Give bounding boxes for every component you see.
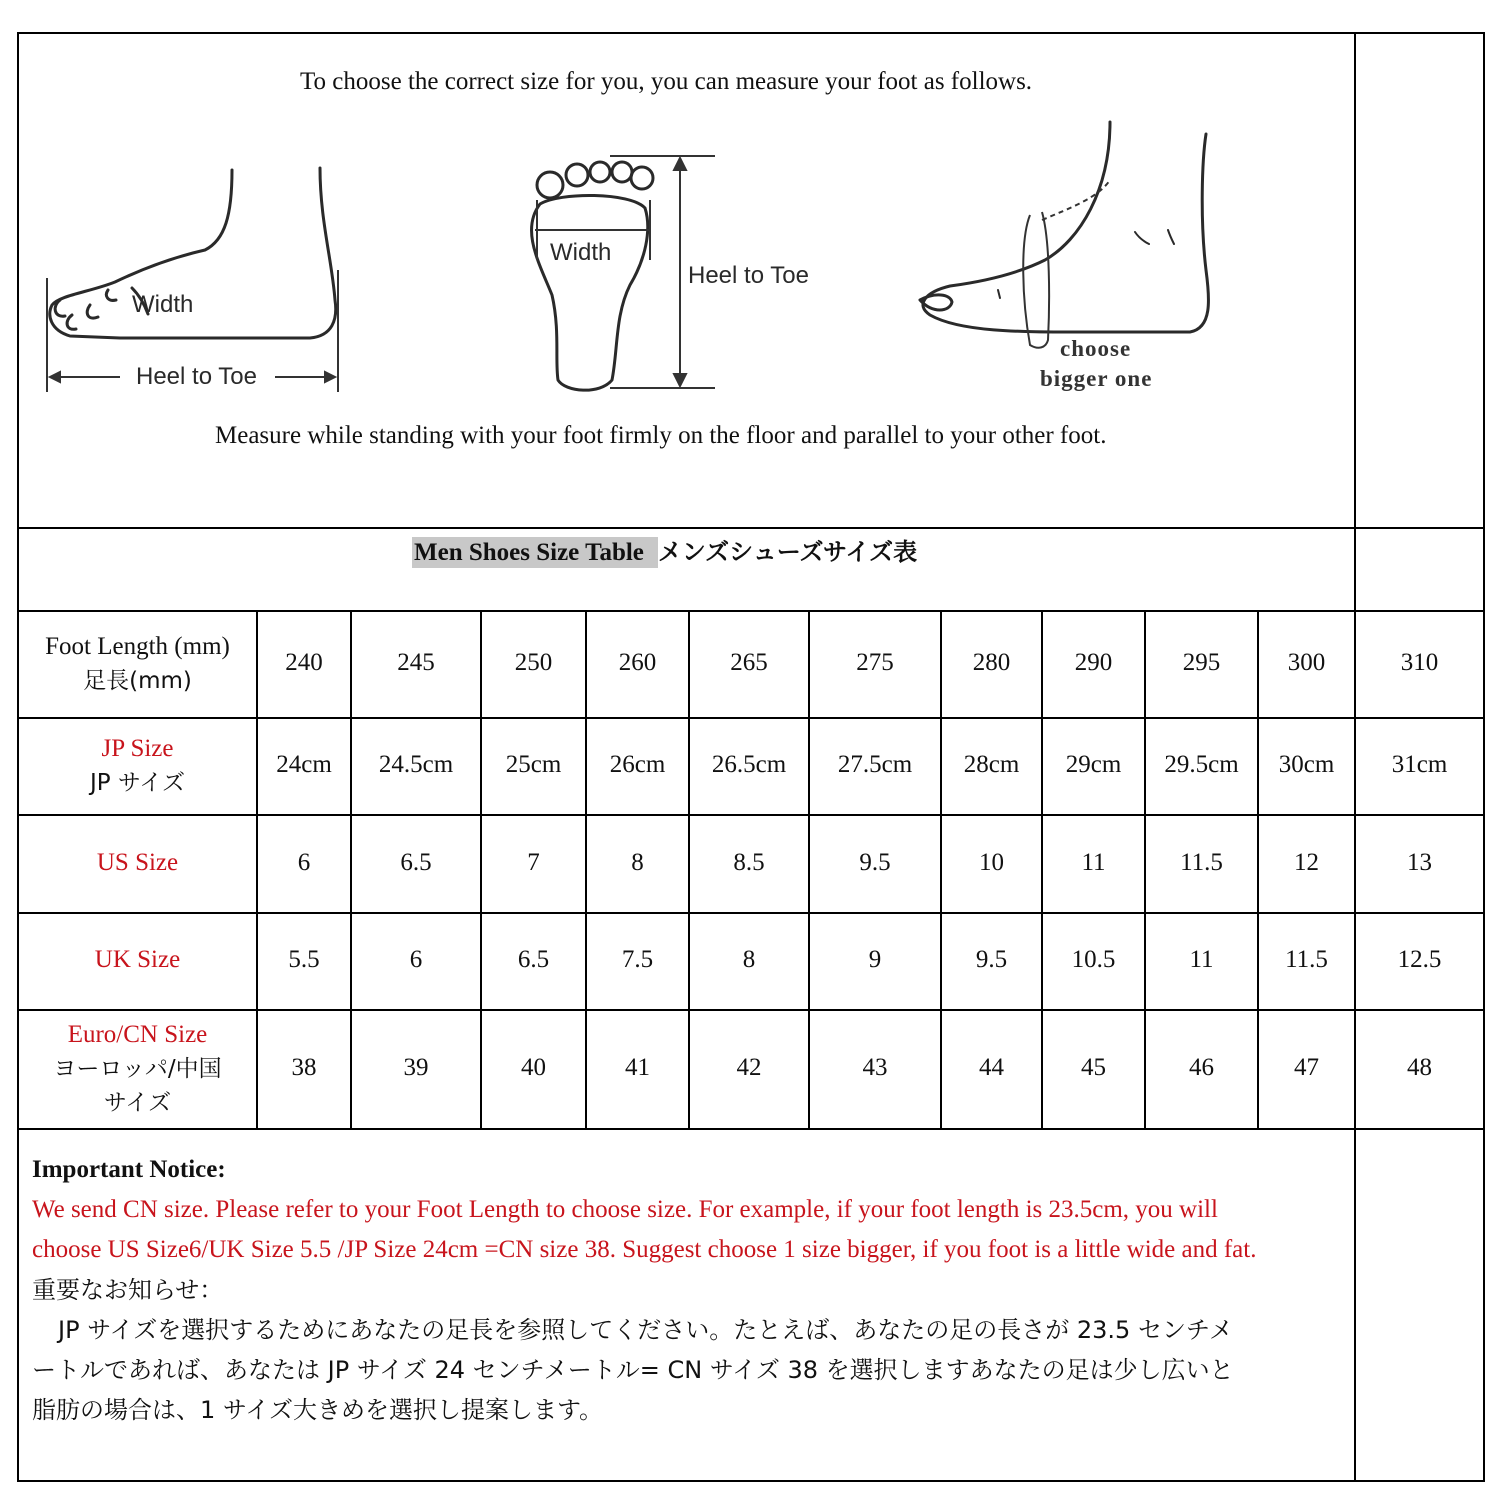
frame-top bbox=[17, 32, 1485, 34]
size-cell: 275 bbox=[856, 649, 894, 677]
size-cell: 11.5 bbox=[1180, 848, 1223, 876]
divider-diagram bbox=[17, 527, 1485, 529]
important-notice bbox=[32, 1150, 1352, 1430]
size-cell: 265 bbox=[730, 649, 768, 677]
bigger-one-label: bigger one bbox=[1040, 366, 1153, 391]
sole-foot-icon bbox=[532, 156, 809, 390]
frame-bottom bbox=[17, 1480, 1485, 1482]
size-cell: 46 bbox=[1189, 1054, 1214, 1082]
size-cell: 295 bbox=[1182, 649, 1221, 677]
measure-note: Measure while standing with your foot firmly on the floor and parallel to your other foot. bbox=[215, 422, 1107, 449]
mid-width-label: Width bbox=[550, 239, 612, 266]
size-cell: 11 bbox=[1189, 946, 1214, 974]
row-header-line: US Size bbox=[96, 848, 179, 876]
row-header-line: ヨーロッパ/中国 bbox=[53, 1056, 222, 1083]
row-header-line: Foot Length (mm) bbox=[45, 632, 230, 660]
size-cell: 9.5 bbox=[975, 946, 1008, 974]
size-cell: 8 bbox=[631, 848, 644, 876]
side-foot-icon bbox=[47, 168, 338, 392]
size-cell: 12.5 bbox=[1397, 946, 1442, 974]
size-cell: 28cm bbox=[963, 751, 1020, 779]
size-cell: 29cm bbox=[1065, 751, 1122, 779]
intro-text: To choose the correct size for you, you can measure your foot as follows. bbox=[300, 68, 1033, 95]
row-header bbox=[19, 912, 256, 1009]
row-header-line: サイズ bbox=[103, 1089, 172, 1116]
size-cell: 9.5 bbox=[859, 848, 891, 876]
size-cell: 45 bbox=[1081, 1054, 1106, 1082]
row-header bbox=[19, 610, 256, 717]
notice-jp-line-3: 脂肪の場合は、1 サイズ大きめを選択し提案します。 bbox=[32, 1396, 604, 1424]
row-header-line: Euro/CN Size bbox=[67, 1021, 208, 1049]
size-cell: 7.5 bbox=[621, 946, 654, 974]
table-title-jp: メンズシューズサイズ表 bbox=[657, 538, 918, 566]
table-title-en: Men Shoes Size Table bbox=[412, 537, 658, 568]
size-cell: 31cm bbox=[1391, 751, 1448, 779]
notice-en-line-1: We send CN size. Please refer to your Foot Length to choose size. For example, if your foot length is 23.5cm, you will bbox=[32, 1196, 1218, 1223]
size-cell: 11 bbox=[1081, 848, 1106, 876]
left-width-label: Width bbox=[132, 291, 194, 318]
size-cell: 13 bbox=[1407, 848, 1432, 876]
size-cell: 290 bbox=[1074, 649, 1113, 677]
size-cell: 48 bbox=[1407, 1054, 1432, 1082]
size-cell: 245 bbox=[397, 649, 435, 677]
notice-jp-line-2: ートルであれば、あなたは JP サイズ 24 センチメートル= CN サイズ 38 を選択しますあなたの足は少し広いと bbox=[32, 1356, 1234, 1384]
size-cell: 41 bbox=[625, 1054, 650, 1082]
size-cell: 24cm bbox=[276, 751, 332, 779]
size-cell: 250 bbox=[514, 649, 553, 677]
size-cell: 11.5 bbox=[1285, 946, 1328, 974]
mid-heel-to-toe-label: Heel to Toe bbox=[688, 262, 809, 289]
size-cell: 5.5 bbox=[288, 946, 320, 974]
row-header-line: JP サイズ bbox=[89, 769, 186, 796]
size-cell: 10 bbox=[979, 848, 1004, 876]
notice-en-line-2: choose US Size6/UK Size 5.5 /JP Size 24cm =CN size 38. Suggest choose 1 size bigger, if you foot is a little wide and fat. bbox=[32, 1236, 1257, 1263]
size-cell: 300 bbox=[1287, 649, 1326, 677]
row-header bbox=[19, 814, 256, 912]
row-header-line: JP Size bbox=[101, 734, 174, 762]
size-cell: 6 bbox=[409, 946, 423, 974]
notice-jp-line-1: JP サイズを選択するためにあなたの足長を参照してください。たとえば、あなたの足の長さが 23.5 センチメ bbox=[58, 1316, 1233, 1344]
left-heel-to-toe-label: Heel to Toe bbox=[136, 363, 257, 390]
size-cell: 9 bbox=[868, 946, 882, 974]
size-cell: 12 bbox=[1294, 848, 1319, 876]
size-cell: 8 bbox=[742, 946, 756, 974]
side-column-divider-bottom bbox=[1354, 1128, 1356, 1482]
size-cell: 310 bbox=[1400, 649, 1439, 677]
size-cell: 26cm bbox=[609, 751, 666, 779]
size-cell: 260 bbox=[618, 649, 657, 677]
size-cell: 6.5 bbox=[400, 848, 432, 876]
size-cell: 40 bbox=[521, 1054, 546, 1082]
size-cell: 240 bbox=[285, 649, 323, 677]
instep-foot-icon bbox=[920, 122, 1209, 391]
size-cell: 30cm bbox=[1278, 751, 1335, 779]
row-header bbox=[19, 1009, 256, 1128]
size-cell: 6.5 bbox=[517, 946, 550, 974]
size-cell: 42 bbox=[736, 1054, 762, 1082]
size-cell: 43 bbox=[862, 1054, 888, 1082]
size-cell: 6 bbox=[297, 848, 311, 876]
size-cell: 8.5 bbox=[733, 848, 765, 876]
row-header bbox=[19, 717, 256, 814]
size-cell: 39 bbox=[403, 1054, 429, 1082]
size-cell: 29.5cm bbox=[1164, 751, 1239, 779]
size-cell: 27.5cm bbox=[837, 751, 913, 779]
foot-measure-diagram bbox=[20, 100, 1360, 430]
row-header-line: UK Size bbox=[94, 946, 181, 974]
choose-label: choose bbox=[1060, 336, 1132, 361]
notice-heading: Important Notice: bbox=[32, 1156, 226, 1183]
size-cell: 280 bbox=[972, 649, 1011, 677]
size-cell: 38 bbox=[291, 1054, 317, 1082]
frame-right bbox=[1483, 32, 1485, 1482]
size-cell: 44 bbox=[979, 1054, 1004, 1082]
size-cell: 47 bbox=[1294, 1054, 1319, 1082]
row-divider-5 bbox=[17, 1128, 1485, 1130]
size-cell: 10.5 bbox=[1071, 946, 1116, 974]
notice-jp-heading: 重要なお知らせ： bbox=[32, 1276, 224, 1304]
size-cell: 24.5cm bbox=[378, 751, 454, 779]
size-cell: 25cm bbox=[505, 751, 562, 779]
row-header-line: 足長(mm) bbox=[83, 667, 192, 694]
size-cell: 7 bbox=[527, 848, 540, 876]
table-title bbox=[412, 532, 917, 567]
size-cell: 26.5cm bbox=[711, 751, 787, 779]
